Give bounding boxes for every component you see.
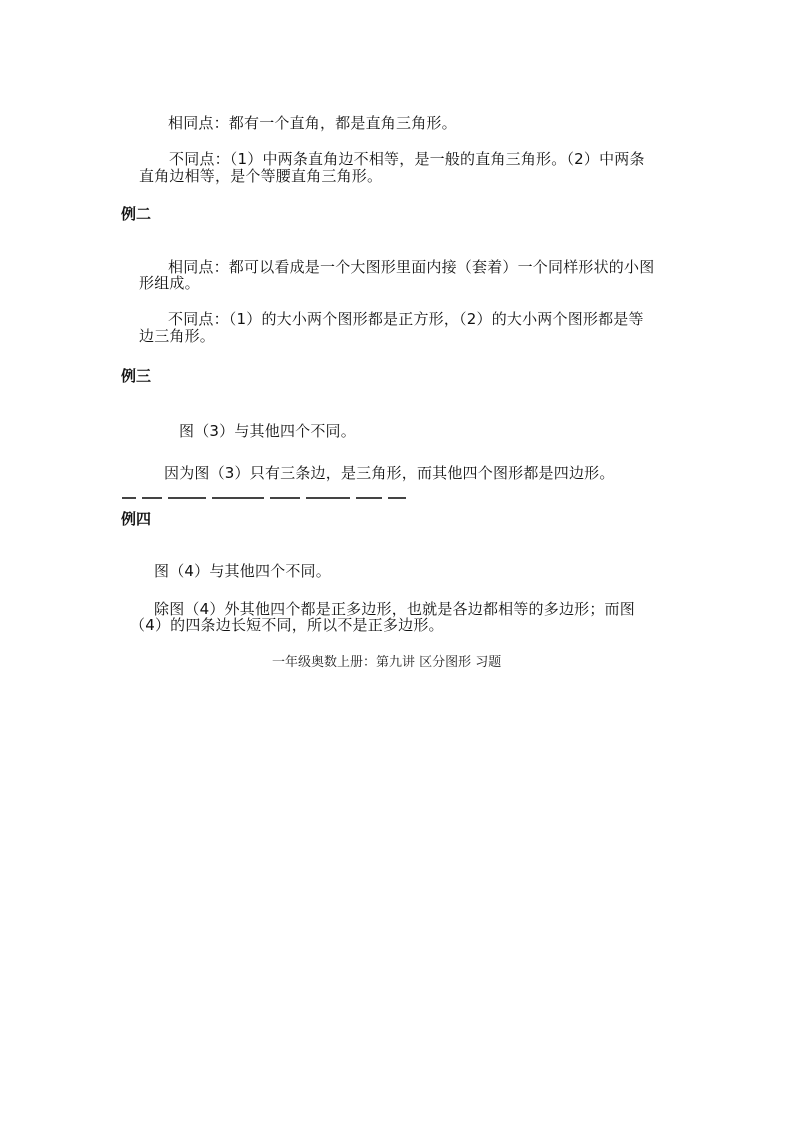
example2-diff-point-line2: 边三角形。	[139, 327, 216, 345]
example2-heading: 例二	[121, 205, 152, 223]
example3-answer: 图（3）与其他四个不同。	[179, 422, 356, 440]
example2-same-point-line2: 形组成。	[139, 274, 200, 292]
example2-same-point-line1: 相同点：都可以看成是一个大图形里面内接（套着）一个同样形状的小图	[168, 258, 655, 276]
example4-reason-line1: 除图（4）外其他四个都是正多边形，也就是各边都相等的多边形；而图	[154, 600, 635, 618]
example1-same-point: 相同点：都有一个直角，都是直角三角形。	[168, 114, 457, 132]
example4-reason-line2: （4）的四条边长短不同，所以不是正多边形。	[130, 616, 444, 634]
example2-diff-point-line1: 不同点：（1）的大小两个图形都是正方形，（2）的大小两个图形都是等	[168, 310, 644, 328]
example3-heading: 例三	[121, 367, 152, 385]
example1-diff-point-line1: 不同点：（1）中两条直角边不相等，是一般的直角三角形。（2）中两条	[169, 150, 645, 168]
clipped-text-artifact	[122, 497, 462, 501]
example4-answer: 图（4）与其他四个不同。	[154, 562, 331, 580]
example4-heading: 例四	[121, 510, 152, 528]
example1-diff-point-line2: 直角边相等，是个等腰直角三角形。	[139, 167, 383, 185]
example3-reason: 因为图（3）只有三条边，是三角形，而其他四个图形都是四边形。	[164, 464, 615, 482]
page-footer: 一年级奥数上册：第九讲 区分图形 习题	[272, 655, 502, 670]
